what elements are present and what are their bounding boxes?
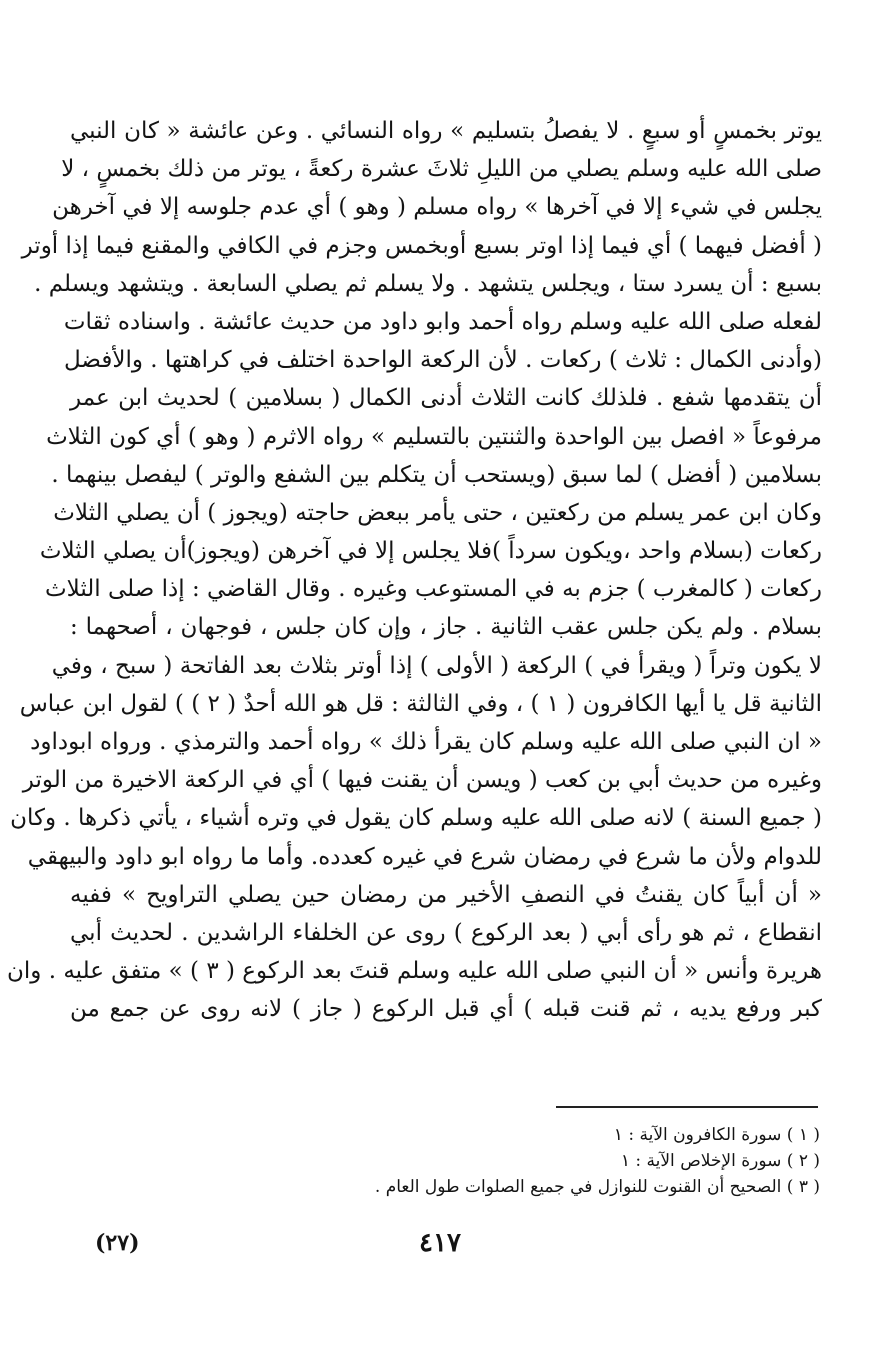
text-line: « أن أبياً كان يقنتُ في النصفِ الأخير من رمضان حين يصلي التراويح » ففيه: [70, 881, 822, 908]
main-text-block: [7, 112, 823, 1029]
text-line: ( جميع السنة ) لانه صلى الله عليه وسلم كان يقول في وتره أشياء ، يأتي ذكرها . وكان: [10, 805, 822, 832]
text-line: بسلامين ( أفضل ) لما سبق (ويستحب أن يتكلم بين الشفع والوتر ) ليفصل بينهما .: [51, 461, 822, 488]
page-number: ٤١٧: [419, 1228, 461, 1258]
footnote-1: ( ١ ) سورة الكافرون الآية : ١: [613, 1125, 820, 1145]
text-line: يجلس في شيء إلا في آخرها » رواه مسلم ( وهو ) أي عدم جلوسه إلا في آخرهن: [52, 194, 822, 221]
text-line: أن يتقدمها شفع . فلذلك كانت الثلاث أدنى الكمال ( بسلامين ) لحديث ابن عمر: [70, 385, 822, 412]
text-line: يوتر بخمسٍ أو سبعٍ . لا يفصلُ بتسليم » رواه النسائي . وعن عائشة « كان النبي: [70, 118, 822, 144]
footnote-3: ( ٣ ) الصحيح أن القنوت للنوازل في جميع الصلوات طول العام .: [374, 1177, 820, 1197]
footnote-2: ( ٢ ) سورة الإخلاص الآية : ١: [620, 1151, 820, 1171]
text-line: كبر ورفع يديه ، ثم قنت قبله ) أي قبل الركوع ( جاز ) لانه روى عن جمع من: [70, 996, 823, 1023]
text-line: للدوام ولأن ما شرع في رمضان شرع في غيره كعدده. وأما ما رواه ابو داود والبيهقي: [27, 843, 822, 870]
text-line: مرفوعاً « افصل بين الواحدة والثنتين بالتسليم » رواه الاثرم ( وهو ) أي كون الثلاث: [46, 423, 822, 450]
text-line: وكان ابن عمر يسلم من ركعتين ، حتى يأمر ببعض حاجته (ويجوز ) أن يصلي الثلاث: [53, 499, 822, 526]
text-line: ركعات ( كالمغرب ) جزم به في المستوعب وغيره . وقال القاضي : إذا صلى الثلاث: [44, 576, 822, 603]
text-line: بسبع : أن يسرد ستا ، ويجلس يتشهد . ولا يسلم ثم يصلي السابعة . ويتشهد ويسلم .: [34, 270, 822, 297]
footnote-separator: [556, 1106, 818, 1108]
text-line: الثانية قل يا أيها الكافرون ( ١ ) ، وفي الثالثة : قل هو الله أحدٌ ( ٢ ) ) لقول ابن عباس: [19, 690, 822, 717]
text-line: (وأدنى الكمال : ثلاث ) ركعات . لأن الركعة الواحدة اختلف في كراهتها . والأفضل: [64, 347, 822, 374]
text-line: هريرة وأنس « أن النبي صلى الله عليه وسلم قنتَ بعد الركوع ( ٣ ) » متفق عليه . وان: [7, 958, 822, 985]
text-line: ( أفضل فيهما ) أي فيما إذا اوتر بسبع أوبخمس وجزم في الكافي والمقنع فيما إذا أوتر: [21, 232, 822, 259]
footnotes-block: [300, 1122, 820, 1200]
text-line: وغيره من حديث أبي بن كعب ( ويسن أن يقنت فيها ) أي في الركعة الاخيرة من الوتر: [22, 767, 822, 794]
section-number: (٢٧): [95, 1230, 140, 1256]
text-line: ركعات (بسلام واحد ،ويكون سرداً )فلا يجلس إلا في آخرهن (ويجوز)أن يصلي الثلاث: [39, 538, 822, 565]
text-line: انقطاع ، ثم هو رأى أبي ( بعد الركوع ) روى عن الخلفاء الراشدين . لحديث أبي: [70, 919, 822, 946]
text-line: لا يكون وتراً ( ويقرأ في ) الركعة ( الأولى ) إذا أوتر بثلاث بعد الفاتحة ( سبح ، وفي: [51, 652, 822, 679]
text-line: لفعله صلى الله عليه وسلم رواه أحمد وابو داود من حديث عائشة . واسناده ثقات: [63, 308, 822, 335]
text-line: « ان النبي صلى الله عليه وسلم كان يقرأ ذلك » رواه أحمد والترمذي . ورواه ابوداود: [30, 729, 822, 755]
text-line: بسلام . ولم يكن جلس عقب الثانية . جاز ، وإن كان جلس ، فوجهان ، أصحهما :: [70, 614, 822, 641]
text-line: صلى الله عليه وسلم يصلي من الليلِ ثلاثَ عشرة ركعةً ، يوتر من ذلك بخمسٍ ، لا: [61, 156, 822, 183]
